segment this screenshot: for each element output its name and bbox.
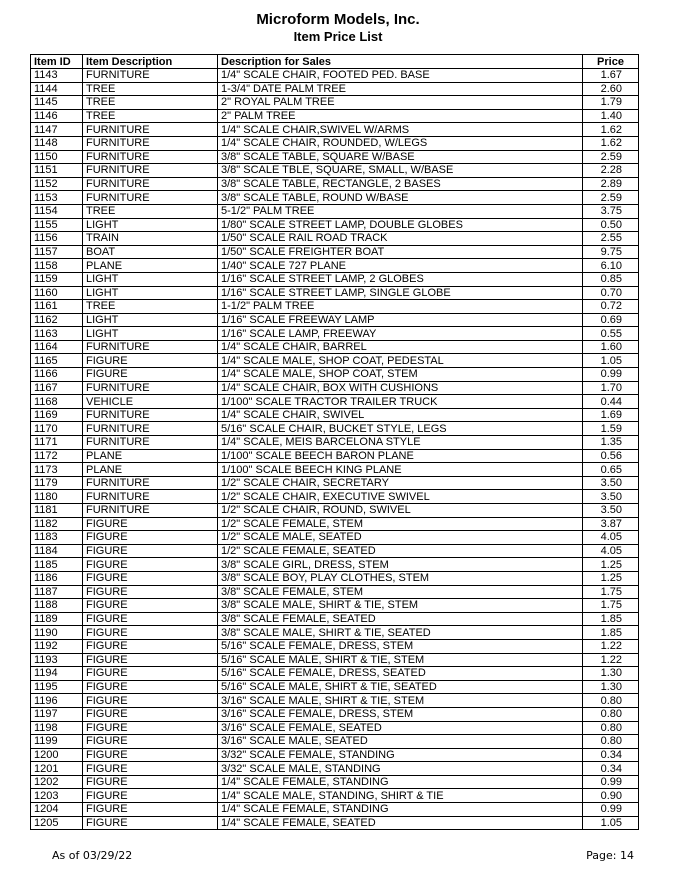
table-row bbox=[31, 204, 639, 218]
table-row bbox=[31, 762, 639, 776]
cell-item-id: 1193 bbox=[31, 653, 83, 667]
as-of-date: As of 03/29/22 bbox=[52, 849, 133, 862]
cell-price: 1.22 bbox=[583, 639, 639, 653]
cell-item-description: FURNITURE bbox=[83, 476, 218, 490]
cell-price: 1.60 bbox=[583, 340, 639, 354]
cell-price: 0.56 bbox=[583, 449, 639, 463]
page-header bbox=[0, 10, 676, 45]
table-row bbox=[31, 272, 639, 286]
table-row bbox=[31, 109, 639, 123]
cell-price: 1.79 bbox=[583, 96, 639, 110]
cell-price: 0.90 bbox=[583, 789, 639, 803]
cell-item-id: 1164 bbox=[31, 340, 83, 354]
table-row bbox=[31, 313, 639, 327]
table-row bbox=[31, 259, 639, 273]
cell-item-id: 1169 bbox=[31, 408, 83, 422]
cell-item-id: 1192 bbox=[31, 639, 83, 653]
cell-item-id: 1173 bbox=[31, 463, 83, 477]
cell-item-description: FIGURE bbox=[83, 721, 218, 735]
cell-description-for-sales: 1/50" SCALE RAIL ROAD TRACK bbox=[218, 232, 583, 246]
cell-description-for-sales: 1/2" SCALE CHAIR, EXECUTIVE SWIVEL bbox=[218, 490, 583, 504]
cell-description-for-sales: 1/2" SCALE FEMALE, SEATED bbox=[218, 544, 583, 558]
cell-price: 3.75 bbox=[583, 204, 639, 218]
cell-item-description: FURNITURE bbox=[83, 436, 218, 450]
cell-price: 1.85 bbox=[583, 626, 639, 640]
cell-price: 4.05 bbox=[583, 544, 639, 558]
table-row bbox=[31, 476, 639, 490]
cell-price: 1.75 bbox=[583, 599, 639, 613]
table-row bbox=[31, 694, 639, 708]
table-row bbox=[31, 381, 639, 395]
col-header-item-description: Item Description bbox=[83, 55, 218, 69]
cell-item-id: 1151 bbox=[31, 164, 83, 178]
cell-item-description: FIGURE bbox=[83, 517, 218, 531]
cell-price: 0.55 bbox=[583, 327, 639, 341]
table-row bbox=[31, 735, 639, 749]
cell-item-id: 1180 bbox=[31, 490, 83, 504]
cell-item-id: 1200 bbox=[31, 748, 83, 762]
cell-item-id: 1150 bbox=[31, 150, 83, 164]
cell-price: 3.50 bbox=[583, 504, 639, 518]
cell-item-id: 1168 bbox=[31, 395, 83, 409]
table-row bbox=[31, 558, 639, 572]
cell-item-id: 1158 bbox=[31, 259, 83, 273]
table-row bbox=[31, 177, 639, 191]
cell-price: 1.70 bbox=[583, 381, 639, 395]
cell-price: 2.89 bbox=[583, 177, 639, 191]
cell-description-for-sales: 3/16" SCALE FEMALE, SEATED bbox=[218, 721, 583, 735]
col-header-price: Price bbox=[583, 55, 639, 69]
cell-item-id: 1161 bbox=[31, 300, 83, 314]
cell-description-for-sales: 1/16" SCALE FREEWAY LAMP bbox=[218, 313, 583, 327]
cell-item-description: TREE bbox=[83, 96, 218, 110]
table-row bbox=[31, 69, 639, 83]
cell-item-id: 1198 bbox=[31, 721, 83, 735]
table-row bbox=[31, 354, 639, 368]
table-row bbox=[31, 436, 639, 450]
table-row bbox=[31, 300, 639, 314]
cell-description-for-sales: 1/4" SCALE MALE, STANDING, SHIRT & TIE bbox=[218, 789, 583, 803]
cell-description-for-sales: 1/4" SCALE CHAIR, ROUNDED, W/LEGS bbox=[218, 136, 583, 150]
cell-item-description: FIGURE bbox=[83, 558, 218, 572]
cell-item-description: FURNITURE bbox=[83, 422, 218, 436]
cell-item-id: 1182 bbox=[31, 517, 83, 531]
cell-description-for-sales: 3/8" SCALE MALE, SHIRT & TIE, STEM bbox=[218, 599, 583, 613]
cell-item-id: 1205 bbox=[31, 816, 83, 830]
cell-item-id: 1197 bbox=[31, 707, 83, 721]
table-row bbox=[31, 218, 639, 232]
cell-description-for-sales: 5/16" SCALE FEMALE, DRESS, STEM bbox=[218, 639, 583, 653]
cell-item-description: FURNITURE bbox=[83, 504, 218, 518]
cell-item-description: FIGURE bbox=[83, 735, 218, 749]
cell-item-description: FURNITURE bbox=[83, 136, 218, 150]
cell-price: 0.80 bbox=[583, 707, 639, 721]
cell-item-description: TRAIN bbox=[83, 232, 218, 246]
table-row bbox=[31, 653, 639, 667]
cell-description-for-sales: 1/4" SCALE CHAIR, SWIVEL bbox=[218, 408, 583, 422]
cell-item-description: FIGURE bbox=[83, 544, 218, 558]
cell-price: 2.55 bbox=[583, 232, 639, 246]
cell-price: 0.65 bbox=[583, 463, 639, 477]
cell-price: 3.50 bbox=[583, 476, 639, 490]
cell-price: 1.30 bbox=[583, 680, 639, 694]
cell-item-description: FIGURE bbox=[83, 599, 218, 613]
cell-item-description: FIGURE bbox=[83, 816, 218, 830]
cell-item-description: BOAT bbox=[83, 245, 218, 259]
cell-description-for-sales: 5/16" SCALE FEMALE, DRESS, SEATED bbox=[218, 667, 583, 681]
cell-description-for-sales: 1/16" SCALE STREET LAMP, 2 GLOBES bbox=[218, 272, 583, 286]
cell-item-id: 1154 bbox=[31, 204, 83, 218]
cell-description-for-sales: 1/40" SCALE 727 PLANE bbox=[218, 259, 583, 273]
table-row bbox=[31, 612, 639, 626]
col-header-item-id: Item ID bbox=[31, 55, 83, 69]
cell-description-for-sales: 1/2" SCALE MALE, SEATED bbox=[218, 531, 583, 545]
cell-description-for-sales: 1-3/4" DATE PALM TREE bbox=[218, 82, 583, 96]
cell-price: 1.25 bbox=[583, 558, 639, 572]
cell-description-for-sales: 1/4" SCALE CHAIR, FOOTED PED. BASE bbox=[218, 69, 583, 83]
cell-description-for-sales: 3/16" SCALE FEMALE, DRESS, STEM bbox=[218, 707, 583, 721]
cell-description-for-sales: 2" ROYAL PALM TREE bbox=[218, 96, 583, 110]
cell-description-for-sales: 1/4" SCALE FEMALE, SEATED bbox=[218, 816, 583, 830]
table-row bbox=[31, 96, 639, 110]
cell-price: 1.30 bbox=[583, 667, 639, 681]
cell-item-description: FURNITURE bbox=[83, 69, 218, 83]
cell-item-description: FIGURE bbox=[83, 680, 218, 694]
cell-price: 0.99 bbox=[583, 803, 639, 817]
cell-item-description: TREE bbox=[83, 109, 218, 123]
cell-item-description: FIGURE bbox=[83, 694, 218, 708]
cell-description-for-sales: 3/32" SCALE FEMALE, STANDING bbox=[218, 748, 583, 762]
cell-price: 0.44 bbox=[583, 395, 639, 409]
cell-price: 3.50 bbox=[583, 490, 639, 504]
table-row bbox=[31, 123, 639, 137]
table-row bbox=[31, 490, 639, 504]
cell-description-for-sales: 2" PALM TREE bbox=[218, 109, 583, 123]
table-row bbox=[31, 775, 639, 789]
cell-description-for-sales: 3/8" SCALE GIRL, DRESS, STEM bbox=[218, 558, 583, 572]
cell-description-for-sales: 1/100" SCALE TRACTOR TRAILER TRUCK bbox=[218, 395, 583, 409]
table-row bbox=[31, 599, 639, 613]
table-row bbox=[31, 707, 639, 721]
cell-item-description: FIGURE bbox=[83, 639, 218, 653]
table-row bbox=[31, 286, 639, 300]
cell-item-id: 1196 bbox=[31, 694, 83, 708]
table-row bbox=[31, 680, 639, 694]
cell-price: 9.75 bbox=[583, 245, 639, 259]
cell-item-id: 1203 bbox=[31, 789, 83, 803]
table-row bbox=[31, 667, 639, 681]
cell-description-for-sales: 1/4" SCALE MALE, SHOP COAT, PEDESTAL bbox=[218, 354, 583, 368]
table-row bbox=[31, 245, 639, 259]
cell-item-description: FURNITURE bbox=[83, 340, 218, 354]
cell-price: 2.60 bbox=[583, 82, 639, 96]
cell-item-description: LIGHT bbox=[83, 218, 218, 232]
cell-price: 1.22 bbox=[583, 653, 639, 667]
cell-item-id: 1146 bbox=[31, 109, 83, 123]
cell-item-id: 1167 bbox=[31, 381, 83, 395]
cell-description-for-sales: 1/2" SCALE CHAIR, SECRETARY bbox=[218, 476, 583, 490]
cell-price: 1.67 bbox=[583, 69, 639, 83]
cell-description-for-sales: 1/50" SCALE FREIGHTER BOAT bbox=[218, 245, 583, 259]
col-header-description-for-sales: Description for Sales bbox=[218, 55, 583, 69]
cell-item-id: 1186 bbox=[31, 571, 83, 585]
cell-item-description: TREE bbox=[83, 204, 218, 218]
cell-item-description: FIGURE bbox=[83, 707, 218, 721]
cell-item-description: FURNITURE bbox=[83, 177, 218, 191]
cell-description-for-sales: 1/100" SCALE BEECH KING PLANE bbox=[218, 463, 583, 477]
table-row bbox=[31, 191, 639, 205]
cell-item-id: 1181 bbox=[31, 504, 83, 518]
cell-item-description: LIGHT bbox=[83, 286, 218, 300]
cell-item-id: 1171 bbox=[31, 436, 83, 450]
cell-item-description: FIGURE bbox=[83, 585, 218, 599]
cell-item-id: 1201 bbox=[31, 762, 83, 776]
cell-description-for-sales: 5/16" SCALE MALE, SHIRT & TIE, SEATED bbox=[218, 680, 583, 694]
cell-item-description: FURNITURE bbox=[83, 490, 218, 504]
table-body bbox=[31, 69, 639, 830]
cell-item-id: 1147 bbox=[31, 123, 83, 137]
cell-item-description: VEHICLE bbox=[83, 395, 218, 409]
cell-item-id: 1153 bbox=[31, 191, 83, 205]
table-row bbox=[31, 408, 639, 422]
report-title: Item Price List bbox=[293, 29, 383, 44]
table-row bbox=[31, 368, 639, 382]
cell-description-for-sales: 1/4" SCALE FEMALE, STANDING bbox=[218, 775, 583, 789]
cell-item-description: TREE bbox=[83, 300, 218, 314]
cell-price: 1.05 bbox=[583, 816, 639, 830]
cell-price: 0.70 bbox=[583, 286, 639, 300]
cell-item-id: 1172 bbox=[31, 449, 83, 463]
cell-description-for-sales: 1/4" SCALE FEMALE, STANDING bbox=[218, 803, 583, 817]
cell-item-description: LIGHT bbox=[83, 313, 218, 327]
cell-description-for-sales: 1/2" SCALE CHAIR, ROUND, SWIVEL bbox=[218, 504, 583, 518]
cell-description-for-sales: 3/8" SCALE BOY, PLAY CLOTHES, STEM bbox=[218, 571, 583, 585]
cell-item-id: 1157 bbox=[31, 245, 83, 259]
cell-item-id: 1188 bbox=[31, 599, 83, 613]
cell-price: 1.25 bbox=[583, 571, 639, 585]
table-row bbox=[31, 136, 639, 150]
cell-item-description: PLANE bbox=[83, 463, 218, 477]
cell-price: 0.50 bbox=[583, 218, 639, 232]
cell-item-id: 1194 bbox=[31, 667, 83, 681]
cell-description-for-sales: 5/16" SCALE MALE, SHIRT & TIE, STEM bbox=[218, 653, 583, 667]
table-row bbox=[31, 82, 639, 96]
cell-item-id: 1195 bbox=[31, 680, 83, 694]
cell-item-id: 1184 bbox=[31, 544, 83, 558]
table-row bbox=[31, 531, 639, 545]
cell-description-for-sales: 3/16" SCALE MALE, SEATED bbox=[218, 735, 583, 749]
cell-item-description: FIGURE bbox=[83, 667, 218, 681]
cell-item-id: 1179 bbox=[31, 476, 83, 490]
company-name: Microform Models, Inc. bbox=[256, 11, 420, 28]
cell-price: 0.85 bbox=[583, 272, 639, 286]
cell-price: 0.80 bbox=[583, 721, 639, 735]
cell-description-for-sales: 3/8" SCALE FEMALE, STEM bbox=[218, 585, 583, 599]
cell-item-description: FIGURE bbox=[83, 612, 218, 626]
cell-item-description: FIGURE bbox=[83, 762, 218, 776]
cell-description-for-sales: 3/8" SCALE FEMALE, SEATED bbox=[218, 612, 583, 626]
cell-item-id: 1185 bbox=[31, 558, 83, 572]
cell-item-id: 1187 bbox=[31, 585, 83, 599]
cell-item-description: TREE bbox=[83, 82, 218, 96]
cell-price: 2.59 bbox=[583, 191, 639, 205]
table-row bbox=[31, 422, 639, 436]
cell-item-id: 1159 bbox=[31, 272, 83, 286]
cell-item-description: LIGHT bbox=[83, 327, 218, 341]
cell-item-id: 1148 bbox=[31, 136, 83, 150]
cell-description-for-sales: 1/4" SCALE CHAIR,SWIVEL W/ARMS bbox=[218, 123, 583, 137]
cell-price: 2.59 bbox=[583, 150, 639, 164]
cell-description-for-sales: 1/80" SCALE STREET LAMP, DOUBLE GLOBES bbox=[218, 218, 583, 232]
cell-item-id: 1204 bbox=[31, 803, 83, 817]
cell-item-id: 1160 bbox=[31, 286, 83, 300]
cell-item-id: 1143 bbox=[31, 69, 83, 83]
cell-item-id: 1152 bbox=[31, 177, 83, 191]
cell-item-description: FURNITURE bbox=[83, 191, 218, 205]
table-row bbox=[31, 517, 639, 531]
table-row bbox=[31, 463, 639, 477]
table-row bbox=[31, 748, 639, 762]
cell-description-for-sales: 5/16" SCALE CHAIR, BUCKET STYLE, LEGS bbox=[218, 422, 583, 436]
table-row bbox=[31, 327, 639, 341]
cell-item-id: 1144 bbox=[31, 82, 83, 96]
table-header-row bbox=[31, 55, 639, 69]
cell-item-id: 1199 bbox=[31, 735, 83, 749]
cell-item-description: FURNITURE bbox=[83, 123, 218, 137]
cell-description-for-sales: 1/4" SCALE CHAIR, BOX WITH CUSHIONS bbox=[218, 381, 583, 395]
table-row bbox=[31, 150, 639, 164]
cell-description-for-sales: 1-1/2" PALM TREE bbox=[218, 300, 583, 314]
cell-price: 2.28 bbox=[583, 164, 639, 178]
cell-price: 4.05 bbox=[583, 531, 639, 545]
cell-price: 3.87 bbox=[583, 517, 639, 531]
cell-item-description: FURNITURE bbox=[83, 408, 218, 422]
table-row bbox=[31, 789, 639, 803]
cell-price: 0.99 bbox=[583, 368, 639, 382]
cell-description-for-sales: 3/16" SCALE MALE, SHIRT & TIE, STEM bbox=[218, 694, 583, 708]
cell-item-description: FURNITURE bbox=[83, 150, 218, 164]
cell-description-for-sales: 1/100" SCALE BEECH BARON PLANE bbox=[218, 449, 583, 463]
page-number: Page: 14 bbox=[586, 849, 634, 862]
cell-item-id: 1162 bbox=[31, 313, 83, 327]
table-row bbox=[31, 395, 639, 409]
table-row bbox=[31, 449, 639, 463]
cell-price: 0.80 bbox=[583, 694, 639, 708]
cell-price: 1.69 bbox=[583, 408, 639, 422]
cell-description-for-sales: 1/4" SCALE MALE, SHOP COAT, STEM bbox=[218, 368, 583, 382]
cell-item-id: 1145 bbox=[31, 96, 83, 110]
cell-description-for-sales: 1/4" SCALE, MEIS BARCELONA STYLE bbox=[218, 436, 583, 450]
cell-description-for-sales: 3/8" SCALE TABLE, ROUND W/BASE bbox=[218, 191, 583, 205]
cell-price: 0.69 bbox=[583, 313, 639, 327]
cell-item-id: 1165 bbox=[31, 354, 83, 368]
cell-description-for-sales: 1/16" SCALE LAMP, FREEWAY bbox=[218, 327, 583, 341]
cell-description-for-sales: 1/4" SCALE CHAIR, BARREL bbox=[218, 340, 583, 354]
cell-item-description: FIGURE bbox=[83, 368, 218, 382]
cell-item-description: FIGURE bbox=[83, 571, 218, 585]
cell-item-description: FIGURE bbox=[83, 789, 218, 803]
cell-item-description: PLANE bbox=[83, 449, 218, 463]
cell-item-description: LIGHT bbox=[83, 272, 218, 286]
cell-price: 0.34 bbox=[583, 748, 639, 762]
table-row bbox=[31, 803, 639, 817]
cell-item-id: 1170 bbox=[31, 422, 83, 436]
cell-price: 1.75 bbox=[583, 585, 639, 599]
cell-item-description: FURNITURE bbox=[83, 164, 218, 178]
cell-item-description: FURNITURE bbox=[83, 381, 218, 395]
cell-item-id: 1166 bbox=[31, 368, 83, 382]
cell-price: 1.62 bbox=[583, 136, 639, 150]
cell-item-id: 1190 bbox=[31, 626, 83, 640]
cell-item-id: 1155 bbox=[31, 218, 83, 232]
cell-price: 0.80 bbox=[583, 735, 639, 749]
cell-description-for-sales: 3/8" SCALE TBLE, SQUARE, SMALL, W/BASE bbox=[218, 164, 583, 178]
table-row bbox=[31, 816, 639, 830]
cell-description-for-sales: 3/8" SCALE MALE, SHIRT & TIE, SEATED bbox=[218, 626, 583, 640]
cell-price: 0.72 bbox=[583, 300, 639, 314]
table-row bbox=[31, 340, 639, 354]
cell-description-for-sales: 5-1/2" PALM TREE bbox=[218, 204, 583, 218]
cell-description-for-sales: 1/16" SCALE STREET LAMP, SINGLE GLOBE bbox=[218, 286, 583, 300]
cell-description-for-sales: 3/32" SCALE MALE, STANDING bbox=[218, 762, 583, 776]
cell-price: 1.62 bbox=[583, 123, 639, 137]
table-row bbox=[31, 544, 639, 558]
table-row bbox=[31, 164, 639, 178]
cell-item-description: FIGURE bbox=[83, 653, 218, 667]
cell-price: 6.10 bbox=[583, 259, 639, 273]
cell-description-for-sales: 3/8" SCALE TABLE, SQUARE W/BASE bbox=[218, 150, 583, 164]
table-row bbox=[31, 232, 639, 246]
table-row bbox=[31, 585, 639, 599]
cell-price: 1.40 bbox=[583, 109, 639, 123]
cell-item-description: FIGURE bbox=[83, 803, 218, 817]
cell-item-description: FIGURE bbox=[83, 531, 218, 545]
cell-price: 1.85 bbox=[583, 612, 639, 626]
cell-description-for-sales: 3/8" SCALE TABLE, RECTANGLE, 2 BASES bbox=[218, 177, 583, 191]
cell-item-description: FIGURE bbox=[83, 775, 218, 789]
cell-item-description: FIGURE bbox=[83, 748, 218, 762]
table-row bbox=[31, 626, 639, 640]
table-row bbox=[31, 639, 639, 653]
table-row bbox=[31, 721, 639, 735]
cell-price: 0.34 bbox=[583, 762, 639, 776]
cell-item-id: 1202 bbox=[31, 775, 83, 789]
cell-price: 1.59 bbox=[583, 422, 639, 436]
table-row bbox=[31, 504, 639, 518]
cell-item-id: 1163 bbox=[31, 327, 83, 341]
table-row bbox=[31, 571, 639, 585]
cell-item-description: FIGURE bbox=[83, 354, 218, 368]
cell-item-id: 1189 bbox=[31, 612, 83, 626]
cell-item-id: 1183 bbox=[31, 531, 83, 545]
cell-item-description: PLANE bbox=[83, 259, 218, 273]
cell-item-id: 1156 bbox=[31, 232, 83, 246]
cell-price: 1.05 bbox=[583, 354, 639, 368]
cell-price: 0.99 bbox=[583, 775, 639, 789]
cell-description-for-sales: 1/2" SCALE FEMALE, STEM bbox=[218, 517, 583, 531]
cell-item-description: FIGURE bbox=[83, 626, 218, 640]
price-table bbox=[30, 54, 639, 830]
cell-price: 1.35 bbox=[583, 436, 639, 450]
